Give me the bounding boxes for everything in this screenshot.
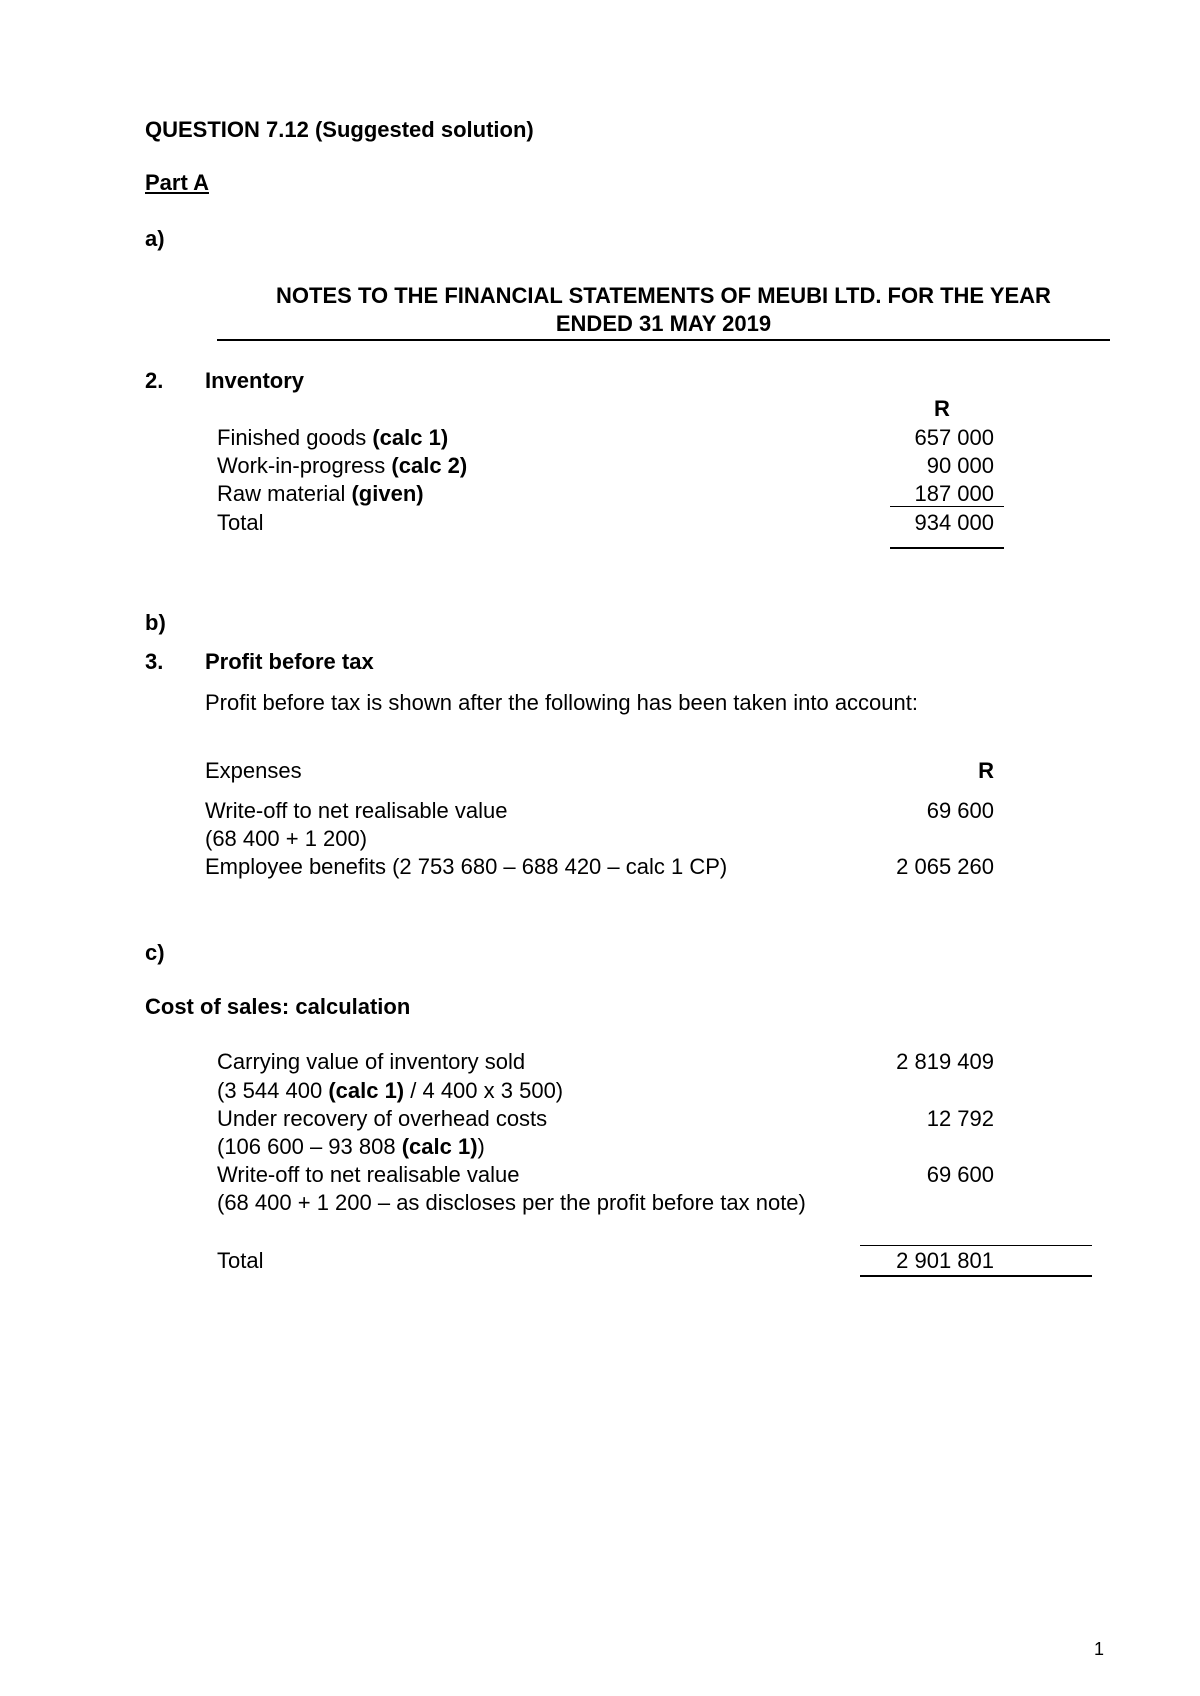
page-number: 1 [1094,1639,1105,1659]
part-label: Part A [145,170,209,195]
cos-total-amount: 2 901 801 [896,1248,994,1273]
notes-title-line-2: ENDED 31 MAY 2019 [555,311,772,336]
inventory-total-rule [890,547,1004,549]
inventory-amount-wip: 90 000 [926,453,994,478]
expenses-currency: R [978,758,994,783]
employee-benefits-amount: 2 065 260 [896,854,994,879]
notes-title-line-1: NOTES TO THE FINANCIAL STATEMENTS OF MEUBI LTD. FOR THE YEAR [276,283,1051,308]
inventory-row-finished-goods: Finished goods (calc 1) [217,425,449,450]
carrying-value-label: Carrying value of inventory sold [217,1049,526,1074]
inventory-heading: Inventory [205,368,305,393]
sub-question-b: b) [145,610,166,635]
sub-question-a: a) [145,226,165,251]
profit-writeoff-amount: 69 600 [926,798,994,823]
notes-title-rule [217,339,1110,341]
profit-heading: Profit before tax [205,649,374,674]
under-recovery-detail: (106 600 – 93 808 (calc 1)) [217,1134,485,1159]
carrying-value-detail: (3 544 400 (calc 1) / 4 400 x 3 500) [217,1078,564,1103]
inventory-subtotal-rule [890,506,1004,507]
sub-question-c: c) [145,940,165,965]
inventory-row-wip: Work-in-progress (calc 2) [217,453,468,478]
cost-of-sales-heading: Cost of sales: calculation [145,994,411,1019]
profit-intro: Profit before tax is shown after the following has been taken into account: [205,690,918,715]
expenses-label: Expenses [205,758,302,783]
question-title: QUESTION 7.12 (Suggested solution) [145,117,534,142]
profit-writeoff-label: Write-off to net realisable value [205,798,508,823]
cos-writeoff-label: Write-off to net realisable value [217,1162,520,1187]
inventory-number: 2. [145,368,164,393]
inventory-amount-finished-goods: 657 000 [914,425,994,450]
inventory-row-raw-material: Raw material (given) [217,481,424,506]
profit-number: 3. [145,649,164,674]
inventory-currency: R [934,396,950,421]
carrying-value-amount: 2 819 409 [896,1049,994,1074]
cos-writeoff-amount: 69 600 [926,1162,994,1187]
cos-subtotal-rule [860,1245,1092,1246]
inventory-total-amount: 934 000 [914,510,994,535]
cos-total-label: Total [217,1248,264,1273]
under-recovery-label: Under recovery of overhead costs [217,1106,548,1131]
under-recovery-amount: 12 792 [926,1106,994,1131]
employee-benefits-label: Employee benefits (2 753 680 – 688 420 – calc 1 CP) [205,854,728,879]
profit-writeoff-detail: (68 400 + 1 200) [205,826,368,851]
cos-total-rule [860,1275,1092,1277]
cos-writeoff-detail: (68 400 + 1 200 – as discloses per the profit before tax note) [217,1190,806,1215]
inventory-total-label: Total [217,510,264,535]
inventory-amount-raw-material: 187 000 [914,481,994,506]
